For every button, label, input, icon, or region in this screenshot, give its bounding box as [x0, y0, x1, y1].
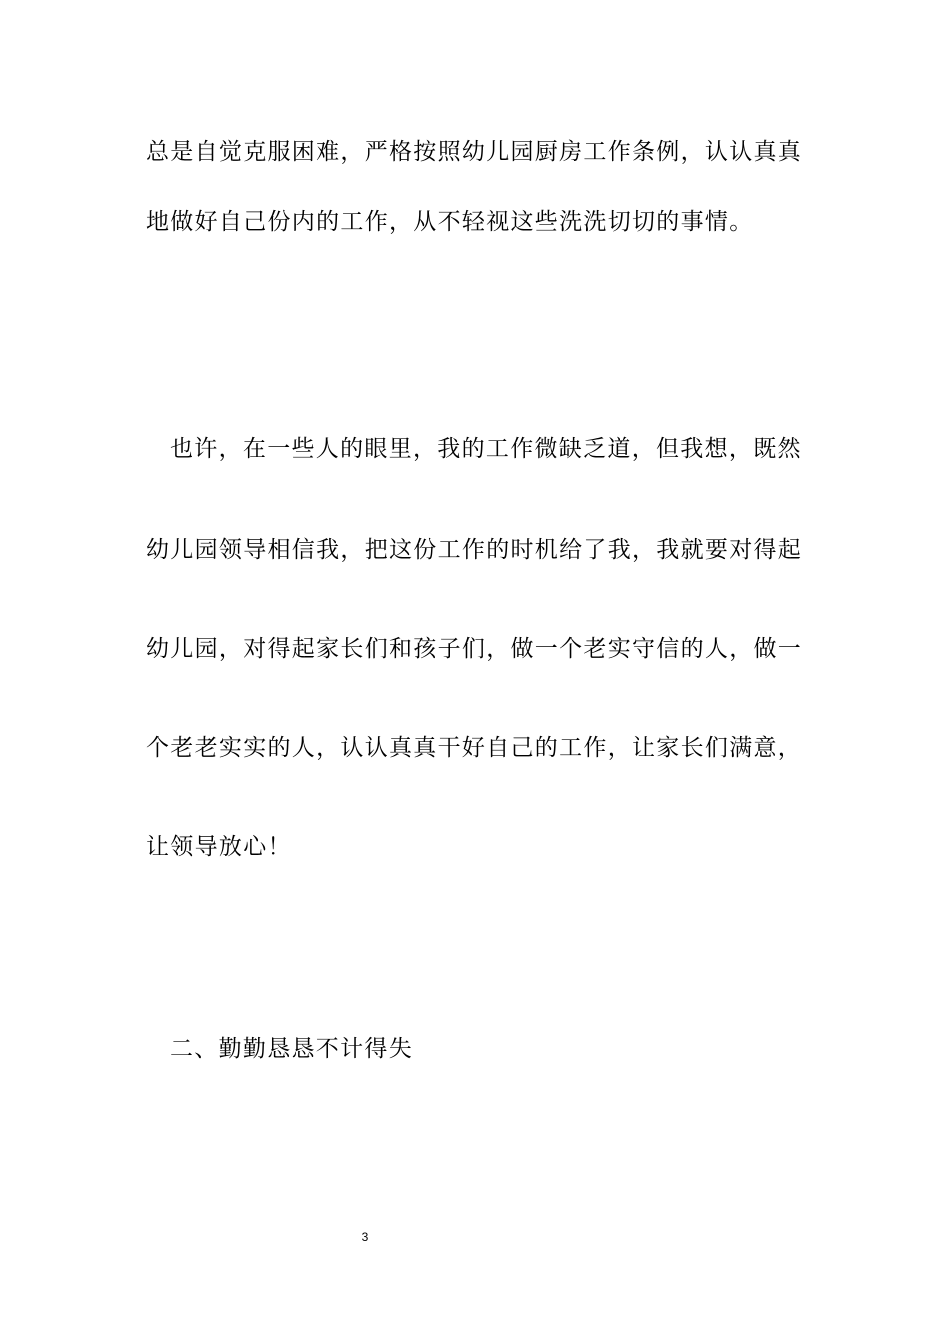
paragraph-2-line-5: 让领导放心！ — [146, 834, 292, 860]
section-heading: 二、勤勤恳恳不计得失 — [170, 1036, 413, 1062]
paragraph-1-line-1: 总是自觉克服困难，严格按照幼儿园厨房工作条例，认认真真 — [146, 139, 803, 165]
paragraph-2-line-4: 个老老实实的人，认认真真干好自己的工作，让家长们满意， — [146, 735, 803, 761]
paragraph-2-line-1: 也许，在一些人的眼里，我的工作微缺乏道，但我想，既然 — [170, 436, 802, 462]
paragraph-2-line-3: 幼儿园，对得起家长们和孩子们，做一个老实守信的人，做一 — [146, 636, 803, 662]
paragraph-1-line-2: 地做好自己份内的工作，从不轻视这些洗洗切切的事情。 — [146, 209, 754, 235]
paragraph-2-line-2: 幼儿园领导相信我，把这份工作的时机给了我，我就要对得起 — [146, 537, 803, 563]
page-number: 3 — [361, 1230, 369, 1244]
